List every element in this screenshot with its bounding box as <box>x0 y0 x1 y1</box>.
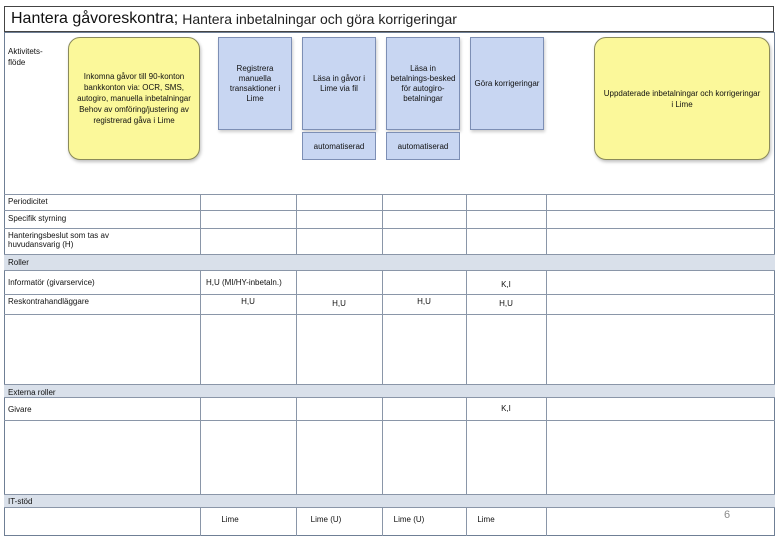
col-line <box>296 398 297 494</box>
row-label-periodicitet: Periodicitet <box>8 197 48 206</box>
cell-reskontra-autogiro: H,U <box>417 297 431 306</box>
col-line <box>546 194 547 254</box>
col-line <box>382 271 383 384</box>
cell-reskontra-import: H,U <box>332 299 346 308</box>
col-line <box>546 508 547 536</box>
page-number: 6 <box>724 509 731 521</box>
automated-tag: automatiserad <box>302 132 376 160</box>
row-label-givare: Givare <box>8 405 32 414</box>
externa-band <box>4 384 775 398</box>
start-event-box <box>68 37 200 160</box>
row-line <box>4 314 775 315</box>
page-title: Hantera gåvoreskontra; <box>11 10 179 27</box>
row-label-informator: Informatör (givarservice) <box>8 278 95 287</box>
col-line <box>382 398 383 494</box>
col-line <box>200 398 201 494</box>
row-label-styrning: Specifik styrning <box>8 214 67 223</box>
col-line <box>546 271 547 384</box>
step-import-autogiro <box>386 37 460 130</box>
flow-separator <box>4 194 775 195</box>
col-line <box>200 194 201 254</box>
col-line <box>466 194 467 254</box>
row-label-it: IT-stöd <box>8 497 33 506</box>
row-label-hanteringsbeslut: Hanteringsbeslut som tas av huvudansvarig (H) <box>8 231 109 249</box>
cell-informator-register: H,U (MI/HY-inbetaln.) <box>206 278 282 287</box>
it-band <box>4 494 775 508</box>
cell-givare-corrections: K,I <box>501 404 511 413</box>
col-line <box>546 398 547 494</box>
col-line <box>382 194 383 254</box>
cell-it-corrections: Lime <box>477 515 495 524</box>
end-event-text: Uppdaterade inbetalningar och korrigeringar i Lime <box>603 88 761 109</box>
step-corrections <box>470 37 544 130</box>
col-line <box>296 194 297 254</box>
cell-it-register: Lime <box>221 515 239 524</box>
cell-reskontra-register: H,U <box>241 297 255 306</box>
step-text: Göra korrigeringar <box>474 78 540 88</box>
step-text: Registrera manuella transaktioner i Lime <box>229 63 281 103</box>
row-line <box>4 210 775 211</box>
cell-it-autogiro: Lime (U) <box>393 515 425 524</box>
row-line <box>4 294 775 295</box>
step-register-manual <box>218 37 292 130</box>
col-line <box>296 271 297 384</box>
cell-reskontra-corrections: H,U <box>499 299 513 308</box>
row-label-roller: Roller <box>8 258 29 267</box>
step-text: Läsa in gåvor i Lime via fil <box>312 73 366 93</box>
start-event-text: Inkomna gåvor till 90-konton bankkonton via: OCR, SMS, autogiro, manuella inbetalningar Behov av omföring/justering av registrerad gåva i Lime <box>77 72 191 125</box>
automated-tag: automatiserad <box>386 132 460 160</box>
step-text: Läsa in betalnings-besked för autogiro-betalningar <box>390 63 456 103</box>
roller-band <box>4 254 775 271</box>
row-label-reskontra: Reskontrahandläggare <box>8 297 89 306</box>
cell-informator-corrections: K,I <box>501 280 511 289</box>
col-line <box>200 271 201 384</box>
row-line <box>4 420 775 421</box>
title-bar <box>4 6 774 32</box>
end-event-box <box>594 37 770 160</box>
row-label-externa: Externa roller <box>8 388 56 397</box>
step-import-file <box>302 37 376 130</box>
row-line <box>4 228 775 229</box>
activity-flow-label: Aktivitets- flöde <box>8 47 43 67</box>
cell-it-import: Lime (U) <box>310 515 342 524</box>
page-subtitle: Hantera inbetalningar och göra korrigeringar <box>182 11 457 27</box>
